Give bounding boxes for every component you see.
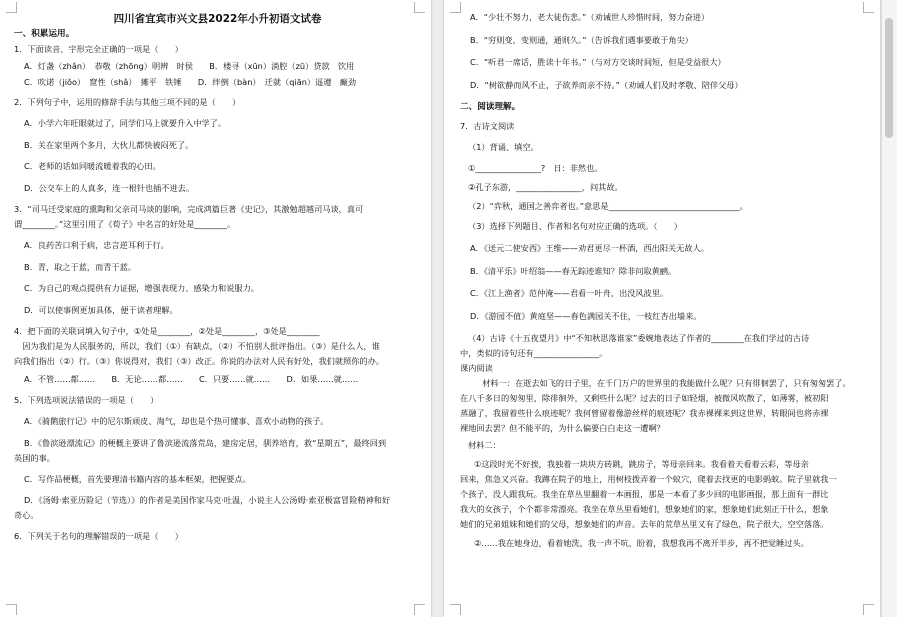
q3-option-b: B．青，取之于蓝，而青于蓝。 xyxy=(24,261,137,272)
q1-options-row1: A．灯盏（zhǎn） 恭敬（zhōng）明辨 时侯 B．楼寻（xūn）淌腔（zū）贷款 饮用 xyxy=(24,61,355,71)
question-5: 5．下列选项说法错误的一项是（ ） xyxy=(14,395,159,405)
question-1: 1．下面读音、字形完全正确的一项是（ ） xyxy=(14,44,183,54)
q7-part-3: （3）选择下列题目、作者和名句对应正确的选项。（ ） xyxy=(468,221,682,231)
material-1-line1: 在逝去如飞的日子里，在千门万户的世界里的我能做什么呢？只有徘徊罢了，只有匆匆罢了。 xyxy=(514,378,851,388)
page-right xyxy=(444,0,880,617)
crop-mark-bottom-right xyxy=(414,604,425,615)
material-2-line4: 我大的女孩子，个个都非常漂亮。我坐在草丛里看她们，想象她们的家，想象她们此刻正干什么，想象 xyxy=(460,504,829,514)
q2-option-a: A．小学六年旺眼就过了，同学们马上就要升入中学了。 xyxy=(24,118,227,128)
q7-option-d: D．《游园不值》黄庭坚——春色满园关不住，一枝红杏出墙来。 xyxy=(470,310,702,321)
q7-option-a: A．《送元二使安西》王维——劝君更尽一杯酒，西出阳关无故人。 xyxy=(470,243,709,253)
material-1 xyxy=(460,378,866,389)
q5-option-d-line1: D．《汤姆·索亚历险记（节选）》的作者是美国作家马克·吐温，小说主人公汤姆·索亚极富冒险精神和好 xyxy=(24,495,391,505)
q3-option-c: C．为自己的观点提供有力证据，增强表现力、感染力和说服力。 xyxy=(24,283,259,293)
q2-option-b: B．关在家里两个多月，大伙儿都快被闷死了。 xyxy=(24,139,194,150)
question-2: 2．下列句子中，运用的修辞手法与其他三项不同的是（ ） xyxy=(14,97,241,107)
q7-fill-2: ②孔子东游，________________，问其故。 xyxy=(468,182,623,192)
material-1-line2: 在八千多日的匆匆里，除徘徊外，又剩些什么呢？过去的日子如轻烟，被微风吹散了，如薄雾，被初阳 xyxy=(460,393,829,403)
scrollbar-thumb[interactable] xyxy=(885,18,893,138)
page-left-content xyxy=(14,12,421,548)
q7-part-2: （2）“弈秋，通国之善弈者也。”意思是________________________________。 xyxy=(468,201,748,211)
q2-option-c: C．老师的话如同暖流暖着我的心田。 xyxy=(24,161,161,171)
q4-options: A．不管……都…… B．无论……都…… C．只要……就…… D．如果……就…… xyxy=(24,374,359,384)
crop-mark-bottom-left xyxy=(6,604,17,615)
q7-option-c: C．《江上渔者》范仲淹——君看一叶舟，出没风波里。 xyxy=(470,288,669,298)
question-4: 4．把下面的关联词填入句子中，①处是________，②处是________，③处是________ xyxy=(14,326,320,336)
question-7: 7．古诗文阅读 xyxy=(460,121,515,131)
q7-part-4-line1: （4）古诗《十五夜望月》中“不知秋思落谁家”委婉地表达了作者的________在我们学过的古诗 xyxy=(468,333,810,343)
q7-part-1: （1）背诵、填空。 xyxy=(468,142,539,152)
q5-option-b-line2: 英国的事。 xyxy=(14,452,55,463)
page-right-content xyxy=(460,12,866,554)
crop-mark-top-right xyxy=(414,2,425,13)
section-heading-2: 二、阅读理解。 xyxy=(460,102,521,112)
question-6: 6．下列关于名句的理解错误的一项是（ ） xyxy=(14,531,183,541)
material-2-line2: 回来，焦急又兴奋。我蹲在院子的地上，用树枝拨弄着一个蚁穴，爬着去找更的电影蚂蚁。院子里就我一 xyxy=(460,474,837,484)
material-2-line3: 个孩子，没人跟我玩。我坐在草丛里翻着一本画报，那是一本看了多少回的电影画报，那上面有一群比 xyxy=(460,489,829,499)
page-left xyxy=(0,0,431,617)
material-2-label: 材料二： xyxy=(468,440,501,450)
question-4-passage-2: 向我们指出（②）行。（③）你说得对，我们（③）改正。你说的办法对人民有好处，我们就照你的办。 xyxy=(14,356,384,366)
material-1-line3: 蒸融了，我留着些什么痕迹呢？我何曾留着像游丝样的痕迹呢？我赤裸裸来到这世界，转眼间也将赤裸 xyxy=(460,408,829,418)
q5-option-b-line1: B．《鲁滨逊漂流记》的梗概主要讲了鲁滨逊流落荒岛，建房定居，驯养培育，救“星期五”，最终回到 xyxy=(24,437,387,448)
q6-option-d: D．“树欲静而风不止，子欲养而亲不待。”（劝诫人们及时孝敬、陪伴父母） xyxy=(470,79,743,90)
crop-mark-bottom-right xyxy=(863,604,874,615)
question-3-line2: 谓________。”这里引用了《荀子》中名言的好处是________。 xyxy=(14,219,236,229)
question-3-line1: 3．“司马迁受家庭的熏陶和父亲司马谈的影响，完成鸿篇巨著《史记》，其激勉超越司马谈，真可 xyxy=(14,204,364,214)
q5-option-a: A．《骑鹅旅行记》中的尼尔斯顽皮、淘气，却也是个热可懂事、喜欢小动物的孩子。 xyxy=(24,416,329,426)
material-2-line6: ②……我在她身边，看着她洗，我一声不吭，盼着，我想我再不离开半步，再不把觉睡过头。 xyxy=(474,538,809,548)
crop-mark-top-right xyxy=(863,2,874,13)
q6-option-c: C．“听君一席话，胜读十年书。”（与对方交谈时间短，但是受益很大） xyxy=(470,57,726,67)
reading-label: 课内阅读 xyxy=(460,363,493,373)
crop-mark-top-left xyxy=(6,2,17,13)
q2-option-d: D．公交车上的人真多，连一根针也插不进去。 xyxy=(24,182,195,193)
q1-options-row2: C．吹诺（jiǒo） 窟性（shǎ） 摊平 铁锤 D．绊倒（bàn） 迁就（qiān）遥遵 癫劲 xyxy=(24,77,357,87)
material-1-line4: 裸地回去罢？但不能平的，为什么偏要白白走这一遭啊？ xyxy=(460,423,665,433)
q7-fill-1: ①________________? 日：非然也。 xyxy=(468,163,603,173)
q7-part-4-line2: 中，类似的诗句还有________________。 xyxy=(460,348,608,358)
q5-option-c: C．写作品梗概，首先要理清书籍内容的基本框架，把握要点。 xyxy=(24,473,251,484)
material-2-line5: 她们的兄弟姐妹和她们的父母，想象她们的声音。去年的荒草丛里又有了绿色，院子很大，空空落落。 xyxy=(460,519,829,529)
crop-mark-bottom-left xyxy=(450,604,461,615)
q3-option-d: D．可以使事例更加具体，便于读者理解。 xyxy=(24,304,178,315)
q7-option-b: B．《清平乐》叶绍翁——春无踪迹谁知？除非问取黄鹂。 xyxy=(470,265,677,276)
question-4-passage-1: 因为我们是为人民服务的，所以，我们（①）有缺点，（②）不怕别人批评指出。（③）是什么人，谁 xyxy=(14,341,380,351)
q5-option-d-line2: 奇心。 xyxy=(14,510,39,520)
q6-option-b: B．“穷则变，变则通，通则久。”（告诉我们遇事要敢于角尖） xyxy=(470,34,693,45)
crop-mark-top-left xyxy=(450,2,461,13)
exam-title: 四川省宜宾市兴文县2022年小升初语文试卷 xyxy=(113,13,322,25)
q6-option-a: A．“少壮不努力，老大徒伤悲。”（劝诫世人珍惜时间，努力奋进） xyxy=(470,12,710,22)
material-2-line1: ①这段时光不好挨，我独着一块块方砖跳，跳房子，等母亲回来。我看着天看着云彩，等母亲 xyxy=(474,459,809,469)
section-heading-1: 一、积累运用。 xyxy=(14,29,75,39)
q3-option-a: A．良药苦口利于病，忠言逆耳利于行。 xyxy=(24,240,169,250)
material-1-label: 材料一： xyxy=(474,378,515,388)
vertical-scrollbar[interactable] xyxy=(881,0,897,617)
